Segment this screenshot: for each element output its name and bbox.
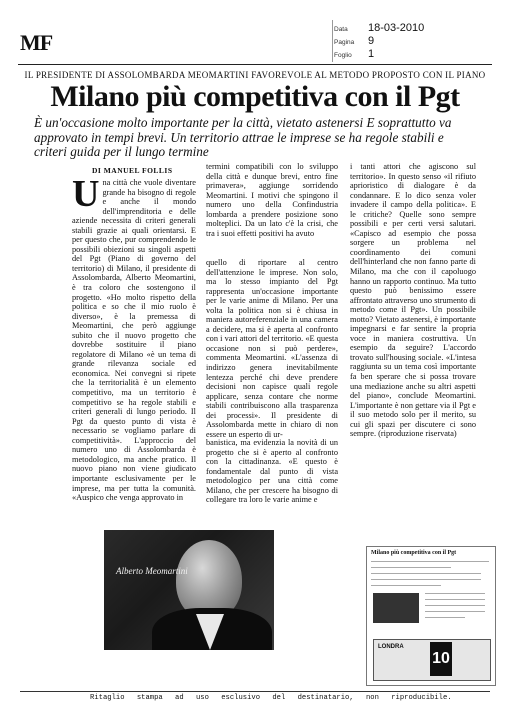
masthead-logo: MF [20, 30, 53, 55]
thumbnail-ad [373, 639, 491, 681]
article-column-2b: quello di riportare al centro dell'attenzione le imprese. Non solo, ma lo stesso impianto del Pgt rappresenta un'occasione importante per le varie anime di Milano. Per una volta la politica non si è chiusa in maniera autoreferenziale in una camera a decidere, ma si è aperta al confronto con i vari attori del territorio. «E questa occasione non si può perdere», commenta Meomartini. «L'assenza di indirizzo genera inevitabilmente lentezza perché chi deve prendere decisioni non capisce quali regole applicare, senza contare che norme stabili contribuiscono alla trasparenza dei processi». Il presidente di Assolombarda mette in chiaro di non essere un esperto di ur- [206, 258, 338, 439]
meta-page [334, 35, 494, 48]
article-kicker: IL PRESIDENTE DI ASSOLOMBARDA MEOMARTINI FAVOREVOLE AL METODO PROPOSTO CON IL PIANO [24, 70, 486, 80]
page-meta [334, 22, 494, 61]
column-text: na città che vuole diventare grande ha bisogno di regole e anche il mondo dell'imprenditoria e delle aziende necessita di criteri generali stabili grazie ai quali orientarsi. E per questo che, pur comprendendo le possibili obiezioni su singoli aspetti del Pgt (Piano di governo del territorio) di Milano, il presidente di Assolombarda, Alberto Meomartini, è tra coloro che sostengono il progetto. «Ho molto rispetto della politica e so che il mio ruolo è diverso», è la premessa di Meomartini, che però aggiunge subito che il nuovo progetto che dovrebbe sostituire il piano regolatore di Milano «è un tema di grande rilevanza sociale ed economica. Nei convegni si ripete che la territorialità è un elemento competitivo, ma un territorio è competitivo se ha regole stabili e criteri generali di lungo periodo. Il Pgt da questo punto di vista è necessario se vogliamo parlare di competitività». L'approccio del numero uno di Assolombarda è metodologico, ma anche pratico. Il nuovo piano non viene giudicato importante esclusivamente per le imprese, ma per tutta la comunità. «Auspico che venga approvato in [72, 178, 196, 503]
thumbnail-rule [371, 561, 489, 562]
clipping-footer: Ritaglio stampa ad uso esclusivo del destinatario, non riproducibile. [20, 691, 490, 705]
photo-caption: Alberto Meomartini [116, 566, 188, 576]
article-column-2c: banistica, ma evidenzia la novità di un progetto che si è aperto al confronto con la cittadinanza. «E questo è fondamentale dal punto di vista metodologico per una città come Milano, che per crescere ha bisogno di collegare tra loro le varie anime e [206, 438, 338, 505]
thumbnail-text-line [425, 611, 485, 612]
article-title: Milano più competitiva con il Pgt [50, 80, 460, 113]
meta-value: 9 [368, 35, 375, 47]
meta-date [334, 22, 494, 35]
meta-label: Pagina [334, 39, 355, 46]
thumbnail-photo [373, 593, 419, 623]
thumbnail-ad-number: 10 [430, 642, 452, 676]
meta-sheet [334, 48, 494, 61]
article-column-2a: termini compatibili con lo sviluppo della città e dunque brevi, entro fine primavera», aggiunge sorridendo Meomartini. I motivi che spingono il numero uno della Confindustria lombarda a prendere posizione sono molteplici. Da un lato c'è la crisi, che tra i suoi effetti positivi ha avuto [206, 162, 338, 238]
meta-value: 1 [368, 48, 375, 60]
article-column-3: i tanti attori che agiscono sul territorio». In questo senso «il rifiuto aprioristico di dialogare è da condannare. E lo dico senza voler invadere il campo della politica». E le critiche? Quelle sono sempre possibili e per certi versi salutari. «Capisco ad esempio che possa sorgere un problema nel coordinamento dei comuni dell'hinterland che non fanno parte di Milano, ma che con il capoluogo hanno un rapporto continuo. Ma tutto questo può benissimo essere affrontato attraverso uno strumento di metodo come il Pgt». Un possibile motto? Vietato astenersi, è importante impegnarsi e far sentire la propria voce in maniera costruttiva. Un esempio da seguire? L'accordo trovato sull'housing sociale. «L'intesa raggiunta su un tema così importante fa ben sperare che si possa trovare una mediazione anche su altri aspetti del piano», conclude Meomartini. L'importante è non gettare via il Pgt e il suo metodo solo per il merito, su cui gli spazi per discutere ci sono sempre. (riproduzione riservata) [350, 162, 476, 439]
page-thumbnail [366, 546, 496, 686]
thumbnail-ad-text: LONDRA [378, 644, 404, 650]
thumbnail-text-line [425, 617, 465, 618]
article-subtitle: È un'occasione molto importante per la città, vietato astenersi E soprattutto va approvato in tempi brevi. Un territorio attrae le imprese se ha regole stabili e criteri guida per il lungo termine [34, 115, 452, 160]
thumbnail-text-line [371, 567, 451, 568]
thumbnail-text-line [371, 579, 481, 580]
header-rule [18, 64, 492, 65]
thumbnail-text-line [425, 593, 485, 594]
thumbnail-text-line [425, 605, 485, 606]
portrait-photo [104, 530, 274, 650]
thumbnail-text-line [371, 573, 481, 574]
thumbnail-text-line [371, 585, 441, 586]
meta-label: Foglio [334, 52, 352, 59]
article-column-1 [72, 173, 196, 503]
drop-cap: U [72, 173, 100, 215]
meta-value: 18-03-2010 [368, 22, 425, 34]
thumbnail-title: Milano più competitiva con il Pgt [371, 550, 457, 556]
thumbnail-text-line [425, 599, 485, 600]
meta-label: Data [334, 26, 348, 33]
article-byline: DI MANUEL FOLLIS [92, 166, 173, 175]
